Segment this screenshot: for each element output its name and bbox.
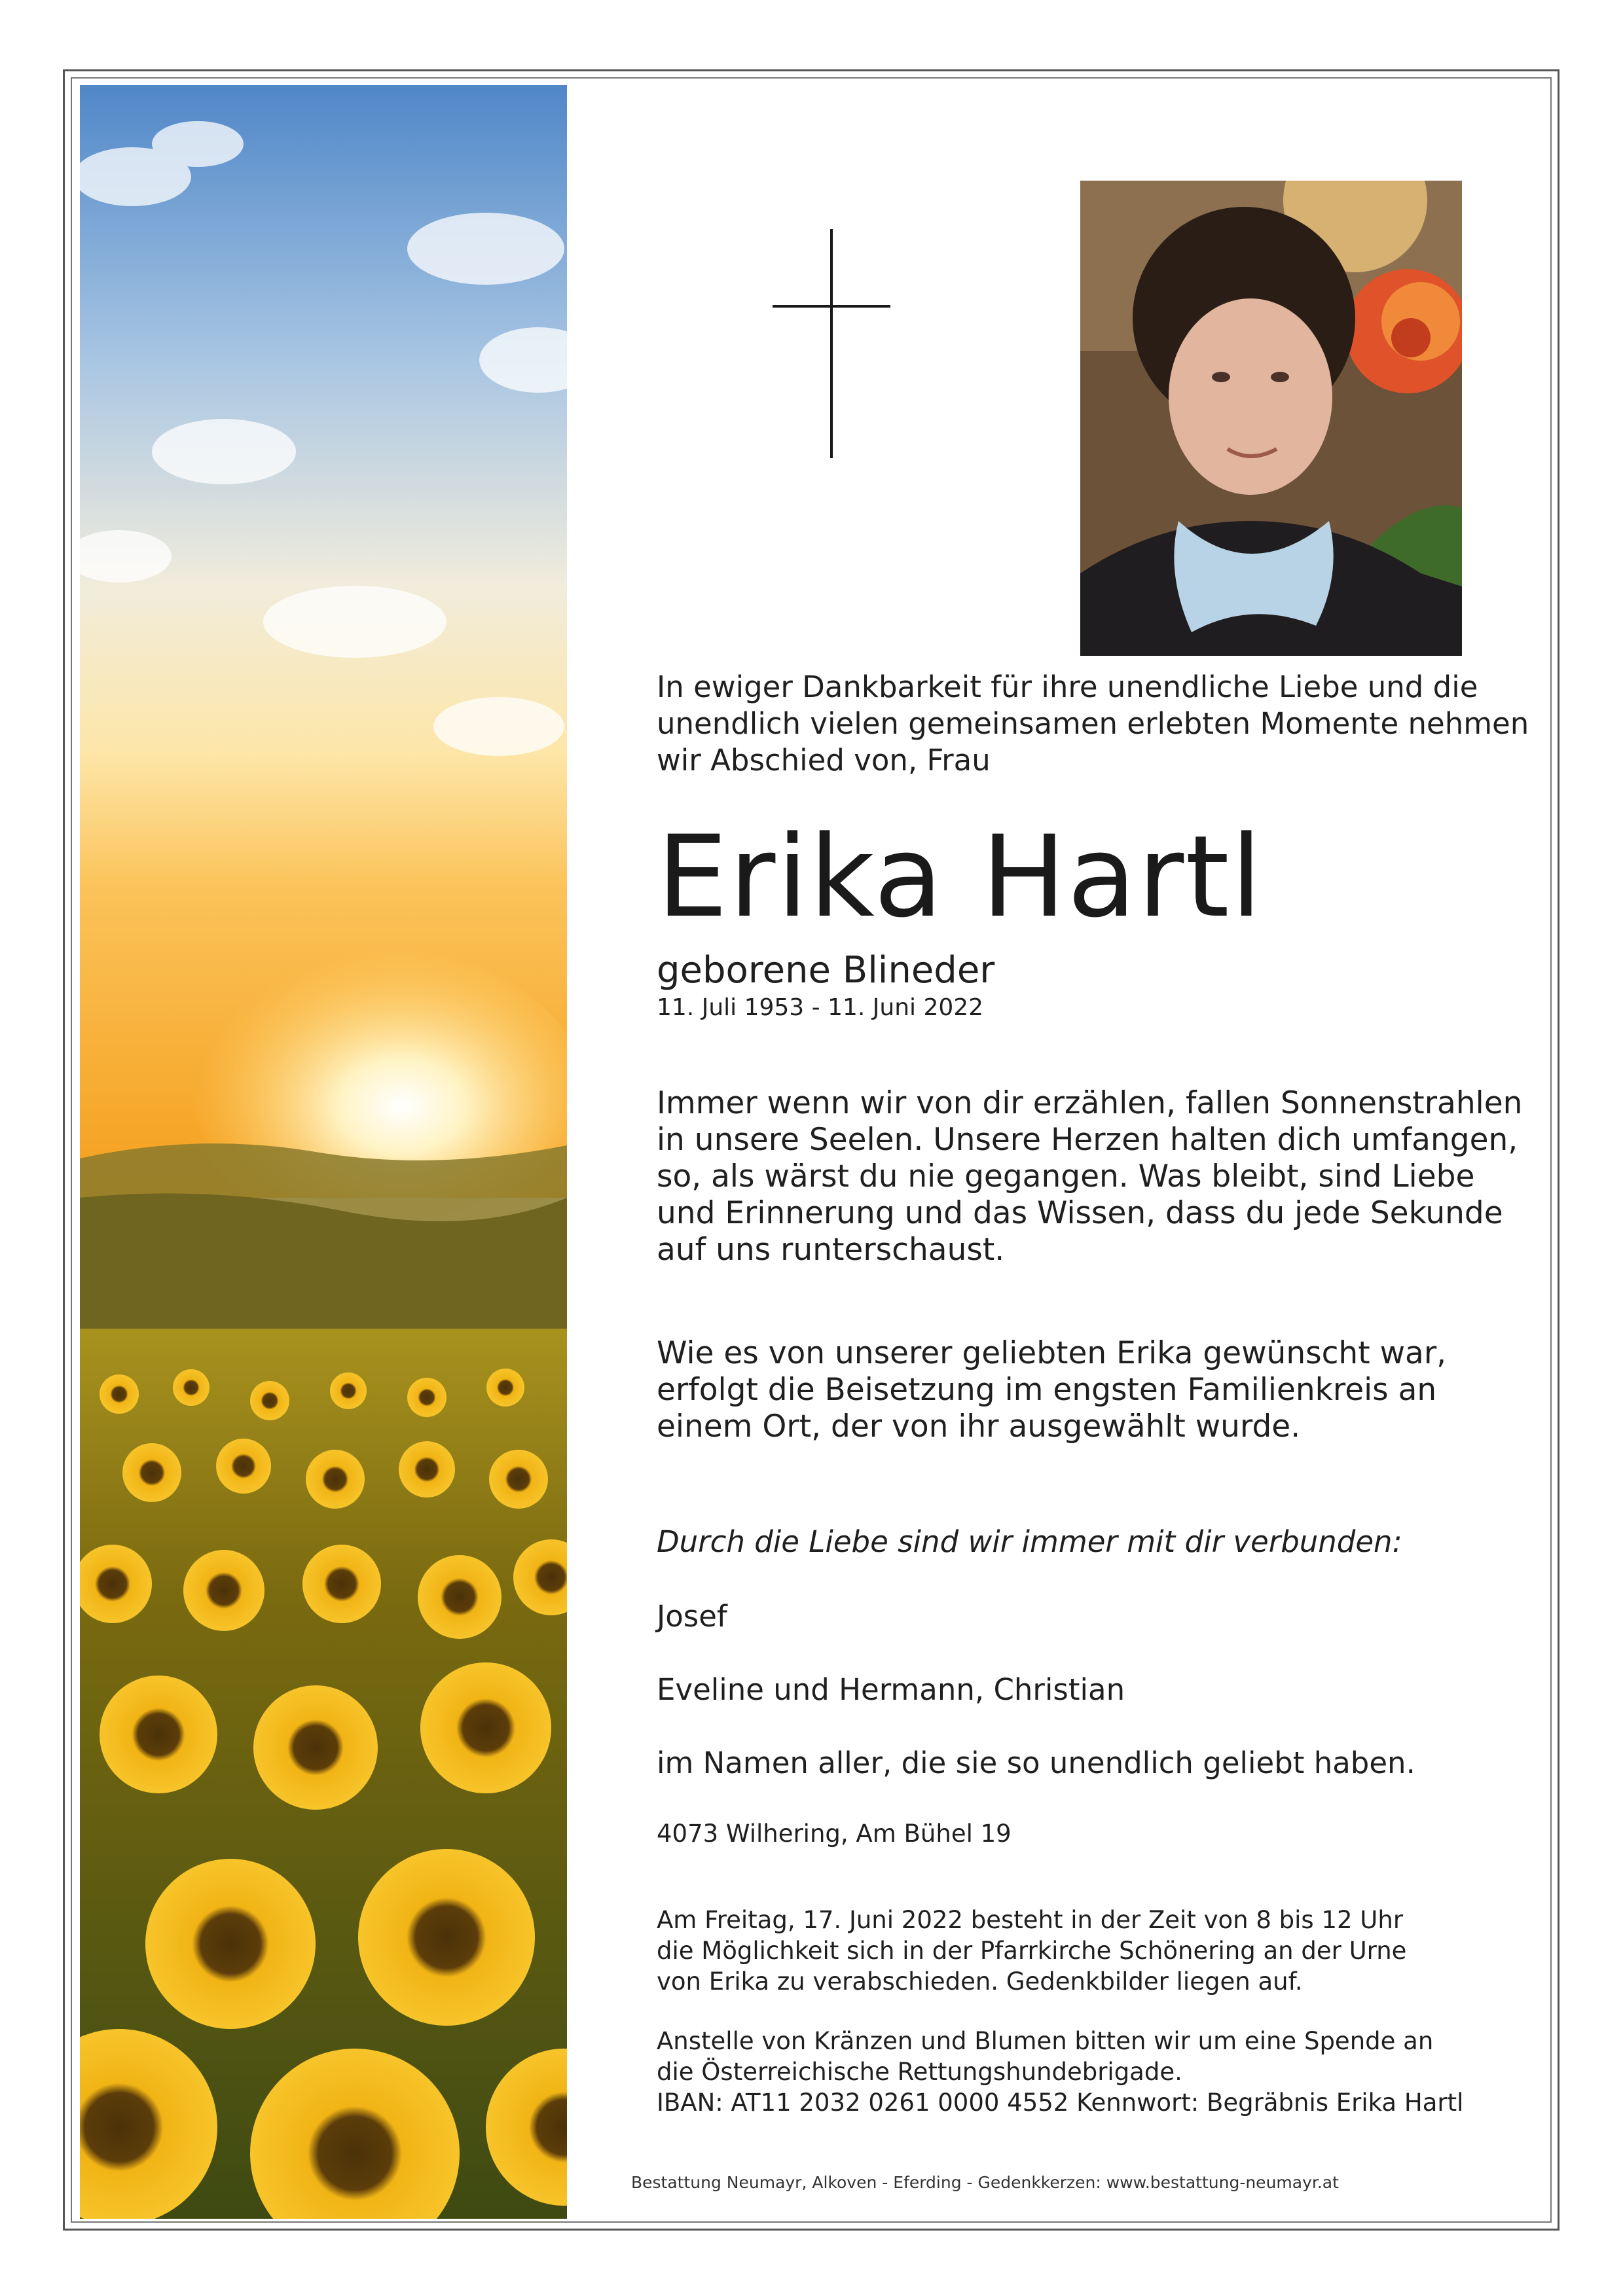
farewell-details bbox=[657, 1905, 1406, 1997]
sunflower-field-illustration bbox=[80, 85, 567, 2219]
funeral-home-footer: Bestattung Neumayr, Alkoven - Eferding - Gedenkkerzen: www.bestattung-neumayr.at bbox=[631, 2173, 1339, 2192]
donation-iban: IBAN: AT11 2032 0261 0000 4552 Kennwort: Begräbnis Erika Hartl bbox=[657, 2089, 1464, 2117]
farewell-line: die Möglichkeit sich in der Pfarrkirche Schönering an der Urne bbox=[657, 1937, 1407, 1965]
poem-line: so, als wärst du nie gegangen. Was bleibt, sind Liebe bbox=[657, 1158, 1475, 1194]
mourner-name: Eveline und Hermann, Christian bbox=[657, 1672, 1125, 1707]
life-dates: 11. Juli 1953 - 11. Juni 2022 bbox=[657, 994, 984, 1021]
mourners-closing: im Namen aller, die sie so unendlich geliebt haben. bbox=[657, 1746, 1415, 1780]
farewell-line: von Erika zu verabschieden. Gedenkbilder liegen auf. bbox=[657, 1967, 1303, 1996]
farewell-line: Am Freitag, 17. Juni 2022 besteht in der Zeit von 8 bis 12 Uhr bbox=[657, 1906, 1404, 1934]
portrait-illustration bbox=[1080, 181, 1462, 656]
portrait-photo bbox=[1080, 181, 1462, 656]
family-address: 4073 Wilhering, Am Bühel 19 bbox=[657, 1820, 1012, 1848]
intro-line: In ewiger Dankbarkeit für ihre unendliche Liebe und die bbox=[657, 670, 1478, 704]
burial-note bbox=[657, 1335, 1446, 1445]
burial-line: einem Ort, der von ihr ausgewählt wurde. bbox=[657, 1408, 1301, 1444]
poem-line: und Erinnerung und das Wissen, dass du jede Sekunde bbox=[657, 1195, 1503, 1231]
intro-text bbox=[657, 669, 1529, 779]
poem-line: in unsere Seelen. Unsere Herzen halten dich umfangen, bbox=[657, 1122, 1518, 1158]
intro-line: wir Abschied von, Frau bbox=[657, 743, 991, 778]
memorial-poem bbox=[657, 1085, 1522, 1268]
intro-line: unendlich vielen gemeinsamen erlebten Momente nehmen bbox=[657, 706, 1529, 741]
mourner-name: Josef bbox=[657, 1599, 727, 1634]
poem-line: Immer wenn wir von dir erzählen, fallen Sonnenstrahlen bbox=[657, 1085, 1523, 1121]
burial-line: Wie es von unserer geliebten Erika gewünscht war, bbox=[657, 1335, 1447, 1371]
cross-icon bbox=[773, 229, 890, 458]
burial-line: erfolgt die Beisetzung im engsten Familienkreis an bbox=[657, 1372, 1437, 1408]
mourners-motto: Durch die Liebe sind wir immer mit dir verbunden: bbox=[657, 1524, 1402, 1559]
poem-line: auf uns runterschaust. bbox=[657, 1232, 1005, 1268]
maiden-name: geborene Blineder bbox=[657, 949, 995, 992]
donation-request bbox=[657, 2026, 1463, 2118]
donation-line: Anstelle von Kränzen und Blumen bitten wir um eine Spende an bbox=[657, 2027, 1434, 2055]
deceased-name: Erika Hartl bbox=[657, 811, 1264, 942]
sunflower-field-image bbox=[80, 85, 567, 2219]
donation-line: die Österreichische Rettungshundebrigade. bbox=[657, 2058, 1182, 2086]
